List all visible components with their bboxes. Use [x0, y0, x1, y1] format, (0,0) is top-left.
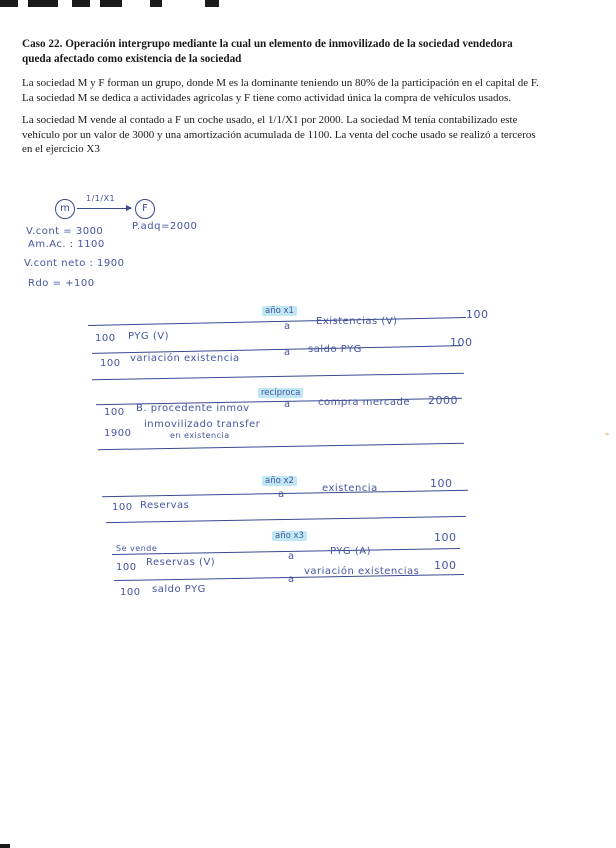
year-x2-header: año x2 [262, 476, 297, 486]
entry-debit-account: PYG (V) [128, 331, 169, 342]
entry-amount: 100 [466, 308, 489, 321]
entry-debit-account: inmovilizado transfer [144, 419, 261, 430]
entry-credit-account: variación existencias [304, 566, 420, 577]
separator [102, 490, 468, 497]
reciprocal-header: recíproca [258, 388, 303, 398]
entry-debit-account: Reservas [140, 500, 190, 511]
separator [92, 373, 464, 380]
entry-separator: a [288, 551, 295, 562]
entry-credit-account: existencia [322, 483, 378, 494]
entry-separator: a [284, 347, 291, 358]
entry-amount: 100 [112, 502, 133, 513]
entry-debit-account-line2: en existencia [170, 431, 230, 440]
exercise-text [22, 37, 542, 165]
year-x1-header: año x1 [262, 306, 297, 316]
separator [106, 516, 466, 523]
separator [98, 443, 464, 450]
entry-amount: 100 [120, 587, 141, 598]
entry-debit-account: Reservas (V) [146, 557, 216, 568]
entry-amount: 100 [434, 531, 457, 544]
entry-amount: 100 [100, 358, 121, 369]
entry-amount: 1900 [104, 428, 132, 439]
year-x3-pre-label: Se vende [116, 544, 158, 553]
exercise-paragraph-1: La sociedad M y F forman un grupo, donde M es la dominante teniendo un 80% de la participación en el capital de F. La sociedad M se dedica a actividades agrícolas y F tiene como actividad única la compra de vehículos usados. [22, 77, 539, 104]
entry-amount: 100 [450, 336, 473, 349]
entry-credit-account: PYG (A) [330, 546, 371, 557]
exercise-paragraph-2: La sociedad M vende al contado a F un coche usado, el 1/1/X1 por 2000. La sociedad M tenía contabilizado este vehículo por un valor de 3000 y una amortización acumulada de 1100. La venta del coche usado se realizó a terceros en el ejercicio X3 [22, 114, 536, 155]
entry-amount: 100 [116, 562, 137, 573]
node-f: F [135, 199, 155, 219]
entry-amount: 100 [430, 477, 453, 490]
entry-credit-account: saldo PYG [308, 344, 362, 355]
entry-debit-account: saldo PYG [152, 584, 206, 595]
year-x3-header: año x3 [272, 531, 307, 541]
exercise-title: Caso 22. Operación intergrupo mediante la cual un elemento de inmovilizado de la sociedad vendedora queda afectado como existencia de la sociedad [22, 38, 513, 65]
entry-debit-account: B. procedente inmov [136, 403, 250, 414]
entry-separator: a [288, 574, 295, 585]
scan-speck: * [605, 431, 609, 440]
node-m: m [55, 199, 75, 219]
entry-amount: 100 [104, 407, 125, 418]
entry-separator: a [284, 321, 291, 332]
note-am-ac: Am.Ac. : 1100 [28, 239, 105, 250]
entry-credit-account: Existencias (V) [316, 316, 398, 327]
entry-amount: 100 [95, 333, 116, 344]
arrow-date: 1/1/X1 [86, 194, 116, 203]
entry-amount: 2000 [428, 394, 458, 407]
note-rdo: Rdo = +100 [28, 278, 95, 289]
entry-credit-account: compra mercade [318, 397, 411, 408]
scan-bottom-edge [0, 844, 10, 848]
separator [112, 548, 460, 555]
entry-separator: a [278, 489, 285, 500]
entry-debit-account: variación existencia [130, 353, 240, 364]
entry-amount: 100 [434, 559, 457, 572]
note-v-cont: V.cont = 3000 [26, 226, 104, 237]
separator [88, 317, 466, 326]
note-v-cont-neto: V.cont neto : 1900 [24, 258, 125, 269]
arrow-icon [77, 208, 131, 209]
entry-separator: a [284, 399, 291, 410]
note-p-adq: P.adq=2000 [132, 221, 198, 232]
scan-top-edge [0, 0, 616, 8]
